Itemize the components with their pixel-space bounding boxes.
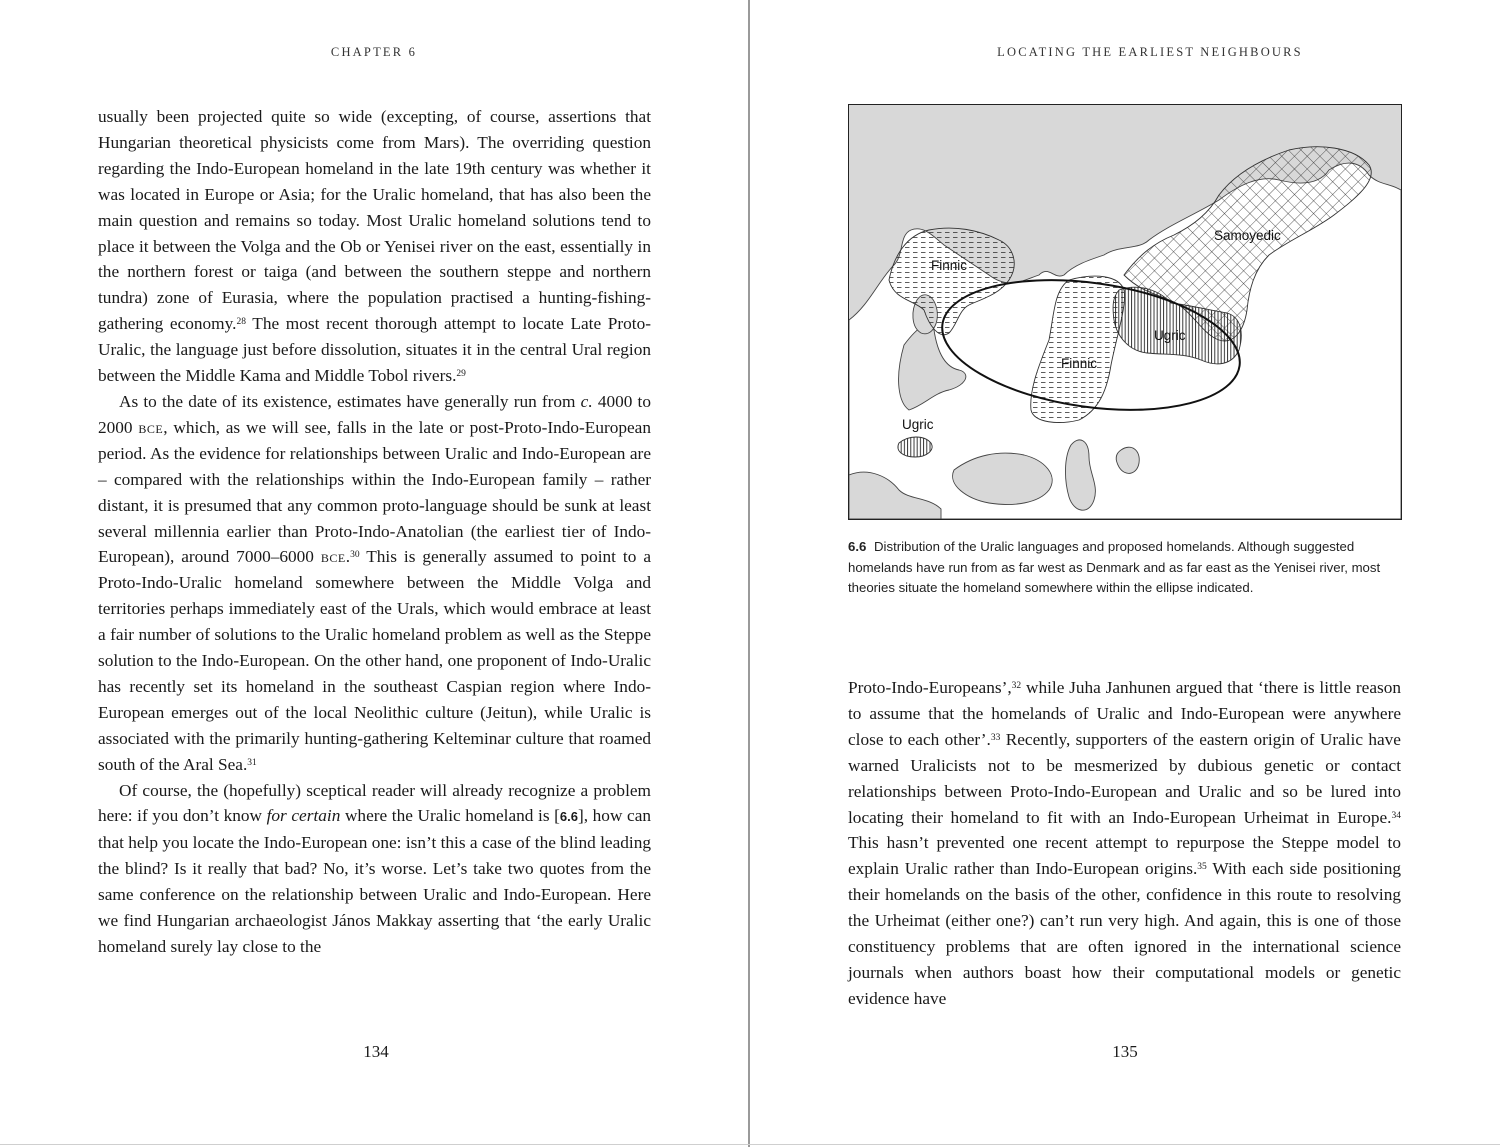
footnote-marker: 30 [350,550,360,561]
text-run: while Juha Janhunen argued that ‘there is little reason to assume that the homelands of Uralic and Indo-European were anywhere close to each other’. [848,678,1401,749]
text-run: With each side positioning their homelands on the basis of the other, confidence in this route to resolving the Urheimat (either one?) can’t run very high. And again, this is one of those constituency problems that are often ignored in the international science journals when authors boast how their computational models or genetic evidence have [848,859,1401,1008]
footnote-marker: 28 [236,317,246,328]
small-caps-text: bce [138,417,164,437]
text-run: The most recent thorough attempt to locate Late Proto-Uralic, the language just before dissolution, situates it in the central Ural region between the Middle Kama and Middle Tobol rivers. [98,314,651,386]
book-gutter [748,0,750,1147]
figure-cross-reference: 6.6 [559,809,578,825]
small-caps-text: bce [320,547,346,567]
text-run: , which, as we will see, falls in the late or post-Proto-Indo-European period. As the evidence for relationships between Uralic and Indo-European are – compared with the relationships within the Indo-European family – rather distant, it is presumed that any common proto-language should be sunk at least several millennia earlier than Proto-Indo-Anatolian (the earliest tier of Indo-European), around 7000–6000 [98,417,651,567]
text-run: This is generally assumed to point to a Proto-Indo-Uralic homeland somewhere between the Middle Volga and territories perhaps immediately east of the Urals, which would embrace at least a fair number of solutions to the Uralic homeland problem as well as the Steppe solution to the Indo-European. On the other hand, one proponent of Indo-Uralic has recently set its homeland in the southeast Caspian region where Indo-European emerges out of the local Neolithic culture (Jeitun), while Uralic is associated with the primarily hunting-gathering Kelteminar culture that roamed south of the Aral Sea. [98,547,651,774]
text-run: usually been projected quite so wide (excepting, of course, assertions that Hungarian theoretical physicists come from Mars). The overriding question regarding the Indo-European homeland in the late 19th century was whether it was located in Europe or Asia; for the Uralic homeland, that has also been the main question and remains so today. Most Uralic homeland solutions tend to place it between the Volga and the Ob or Yenisei river on the east, essentially in the northern forest or taiga (and between the southern steppe and northern tundra) zone of Eurasia, where the population practised a hunting-fishing-gathering economy. [98,107,651,334]
figure-number: 6.6 [848,539,867,554]
text-run: This hasn’t prevented one recent attempt to repurpose the Steppe model to explain Uralic rather than Indo-European origins. [848,833,1401,879]
right-body-text [848,675,1401,1012]
left-paragraph-1 [98,104,651,389]
label-samoyedic: Samoyedic [1214,228,1281,243]
left-running-head: CHAPTER 6 [330,45,418,59]
left-page [0,0,748,1147]
italic-text: for certain [266,806,341,826]
left-body-text [98,104,651,960]
text-run: . [345,547,351,567]
text-run: ], how can that help you locate the Indo-European one: isn’t this a case of the blind leading the blind? Is it really that bad? No, it’s worse. Let’s take two quotes from the same conference on the relationship between Uralic and Indo-European. Here we find Hungarian archaeologist János Makkay asserting that ‘the early Uralic homeland surely lay close to the [98,806,652,956]
italic-text: c. [580,391,593,411]
footnote-marker: 31 [247,757,257,768]
right-paragraph-1 [848,675,1401,1012]
label-finnic-north: Finnic [931,258,968,273]
left-paragraph-3 [98,778,651,960]
left-paragraph-2 [98,389,651,778]
text-run: Of course, the (hopefully) sceptical reader will already recognize a problem here: if you don’t know [98,780,651,826]
right-running-head: LOCATING THE EARLIEST NEIGHBOURS [997,45,1303,59]
text-run: where the Uralic homeland is [ [340,806,560,826]
text-run: As to the date of its existence, estimates have generally run from [119,391,581,411]
text-run: Recently, supporters of the eastern origin of Uralic have warned Uralicists not to be mesmerized by dubious genetic or contact relationships between Proto-Indo-European and Uralic and so be lured into locating their homeland to fit with an Indo-European Urheimat in Europe. [848,729,1401,827]
footnote-marker: 35 [1197,862,1207,873]
footnote-marker: 32 [1011,681,1022,691]
footnote-marker: 34 [1391,810,1401,821]
label-finnic-central: Finnic [1061,356,1098,371]
footnote-marker: 29 [456,369,466,380]
uralic-distribution-map [848,104,1402,520]
footnote-marker: 33 [990,732,1001,743]
label-ugric-west: Ugric [902,417,934,432]
text-run: Proto-Indo-Europeans’, [848,678,1012,697]
text-run: 4000 to 2000 [98,391,651,437]
figure-caption-text: Distribution of the Uralic languages and proposed homelands. Although suggested homelands have run from as far west as Denmark and as far east as the Yenisei river, most theories situate the homeland somewhere within the ellipse indicated. [848,539,1381,595]
label-ugric-east: Ugric [1154,328,1186,343]
right-page [752,0,1500,1147]
figure-caption [848,537,1408,599]
left-page-number: 134 [363,1042,389,1061]
ugric-west-region [898,437,932,457]
right-page-number: 135 [1112,1042,1138,1061]
